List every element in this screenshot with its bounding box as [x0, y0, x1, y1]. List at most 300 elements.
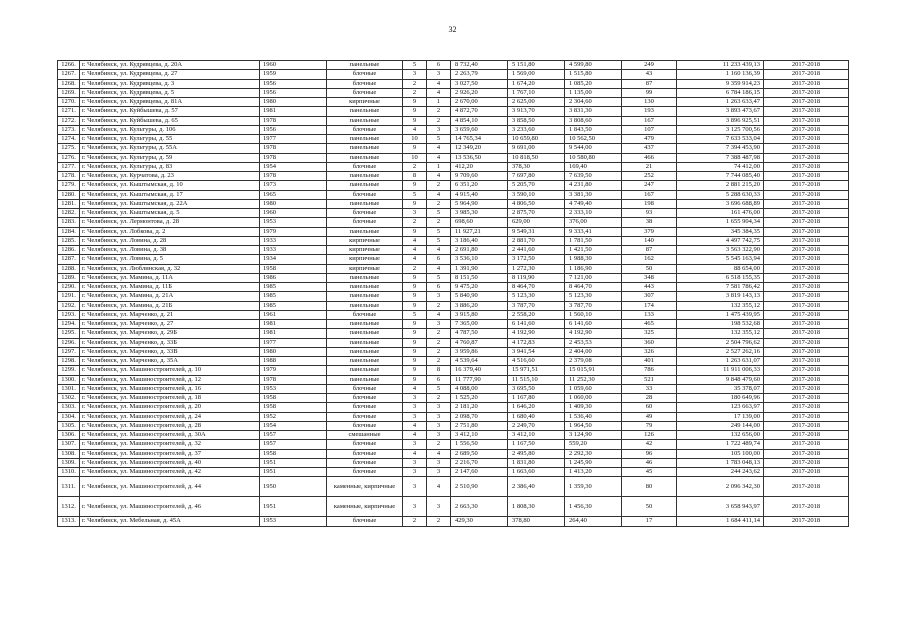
wall-material-cell: блочные [327, 403, 403, 412]
year-cell: 1980 [260, 98, 327, 107]
floors-cell: 9 [403, 273, 427, 282]
address-cell: г. Челябинск, ул. Марченко, д. 33Б [80, 338, 260, 347]
year-cell: 1979 [260, 227, 327, 236]
living-area-cell: 1 680,40 [508, 412, 565, 421]
living-area-cell: 2 558,20 [508, 310, 565, 319]
cost-cell: 2 096 342,30 [677, 477, 764, 497]
wall-material-cell: блочные [327, 440, 403, 449]
cost-cell: 9 359 914,23 [677, 79, 764, 88]
period-cell: 2017-2018 [764, 255, 849, 264]
wall-material-cell: кирпичные [327, 98, 403, 107]
table-row [58, 172, 849, 181]
entrances-cell: 2 [427, 116, 451, 125]
period-cell: 2017-2018 [764, 181, 849, 190]
cost-cell: 244 243,62 [677, 468, 764, 477]
address-cell: г. Челябинск, ул. Машиностроителей, д. 12 [80, 375, 260, 384]
residential-area-cell: 1 515,80 [565, 70, 622, 79]
floors-cell: 10 [403, 135, 427, 144]
row-number: 1299. [58, 366, 80, 375]
row-number: 1298. [58, 357, 80, 366]
floors-cell: 9 [403, 338, 427, 347]
entrances-cell: 4 [427, 172, 451, 181]
period-cell: 2017-2018 [764, 227, 849, 236]
year-cell: 1958 [260, 264, 327, 273]
living-area-cell: 2 495,80 [508, 449, 565, 458]
living-area-cell: 8 464,70 [508, 283, 565, 292]
cost-cell: 7 633 533,04 [677, 135, 764, 144]
residential-area-cell: 1 560,10 [565, 310, 622, 319]
table-row [58, 218, 849, 227]
period-cell: 2017-2018 [764, 338, 849, 347]
cost-cell: 6 784 186,15 [677, 88, 764, 97]
cost-cell: 1 263 631,07 [677, 357, 764, 366]
residents-cell: 193 [622, 107, 677, 116]
residents-cell: 479 [622, 135, 677, 144]
table-row [58, 199, 849, 208]
address-cell: г. Челябинск, ул. Машиностроителей, д. 32 [80, 440, 260, 449]
floors-cell: 9 [403, 320, 427, 329]
floors-cell: 2 [403, 88, 427, 97]
cost-cell: 1 783 048,13 [677, 458, 764, 467]
entrances-cell: 5 [427, 135, 451, 144]
wall-material-cell: блочные [327, 88, 403, 97]
residential-area-cell: 1 456,30 [565, 497, 622, 517]
cost-cell: 9 848 479,60 [677, 375, 764, 384]
floors-cell: 8 [403, 172, 427, 181]
wall-material-cell: панельные [327, 338, 403, 347]
total-area-cell: 1 525,20 [451, 394, 508, 403]
residents-cell: 466 [622, 153, 677, 162]
year-cell: 1950 [260, 477, 327, 497]
wall-material-cell: кирпичные [327, 246, 403, 255]
cost-cell: 7 394 453,90 [677, 144, 764, 153]
residents-cell: 130 [622, 98, 677, 107]
residential-area-cell: 7 639,50 [565, 172, 622, 181]
table-row [58, 98, 849, 107]
address-cell: г. Челябинск, ул. Лобкова, д. 2 [80, 227, 260, 236]
period-cell: 2017-2018 [764, 144, 849, 153]
housing-table [57, 60, 849, 527]
cost-cell: 7 581 786,42 [677, 283, 764, 292]
address-cell: г. Челябинск, ул. Машиностроителей, д. 24 [80, 412, 260, 421]
wall-material-cell: блочные [327, 421, 403, 430]
entrances-cell: 4 [427, 88, 451, 97]
year-cell: 1979 [260, 366, 327, 375]
table-row [58, 236, 849, 245]
entrances-cell: 3 [427, 431, 451, 440]
address-cell: г. Челябинск, ул. Машиностроителей, д. 16 [80, 384, 260, 393]
row-number: 1309. [58, 458, 80, 467]
cost-cell: 1 160 136,39 [677, 70, 764, 79]
period-cell: 2017-2018 [764, 301, 849, 310]
cost-cell: 1 263 633,47 [677, 98, 764, 107]
period-cell: 2017-2018 [764, 440, 849, 449]
address-cell: г. Челябинск, ул. Куйбышева, д. 57 [80, 107, 260, 116]
entrances-cell: 2 [427, 394, 451, 403]
entrances-cell: 4 [427, 153, 451, 162]
residents-cell: 42 [622, 440, 677, 449]
entrances-cell: 2 [427, 347, 451, 356]
cost-cell: 132 355,12 [677, 301, 764, 310]
living-area-cell: 2 441,60 [508, 246, 565, 255]
year-cell: 1956 [260, 125, 327, 134]
table-row [58, 497, 849, 517]
residents-cell: 786 [622, 366, 677, 375]
entrances-cell: 2 [427, 181, 451, 190]
total-area-cell: 13 536,50 [451, 153, 508, 162]
residents-cell: 99 [622, 88, 677, 97]
residents-cell: 46 [622, 458, 677, 467]
cost-cell: 11 233 439,13 [677, 61, 764, 70]
address-cell: г. Челябинск, ул. Кыштымская, д. 22А [80, 199, 260, 208]
cost-cell: 7 744 085,40 [677, 172, 764, 181]
address-cell: г. Челябинск, ул. Машиностроителей, д. 44 [80, 477, 260, 497]
table-row [58, 264, 849, 273]
floors-cell: 5 [403, 190, 427, 199]
period-cell: 2017-2018 [764, 384, 849, 393]
wall-material-cell: панельные [327, 301, 403, 310]
living-area-cell: 1 663,60 [508, 468, 565, 477]
residential-area-cell: 376,00 [565, 218, 622, 227]
living-area-cell: 15 971,51 [508, 366, 565, 375]
year-cell: 1934 [260, 255, 327, 264]
year-cell: 1973 [260, 181, 327, 190]
table-row [58, 246, 849, 255]
row-number: 1301. [58, 384, 80, 393]
total-area-cell: 6 351,20 [451, 181, 508, 190]
entrances-cell: 4 [427, 449, 451, 458]
entrances-cell: 3 [427, 412, 451, 421]
wall-material-cell: каменные, кирпичные [327, 477, 403, 497]
row-number: 1275. [58, 144, 80, 153]
row-number: 1307. [58, 440, 80, 449]
period-cell: 2017-2018 [764, 172, 849, 181]
floors-cell: 9 [403, 347, 427, 356]
table-row [58, 190, 849, 199]
entrances-cell: 3 [427, 403, 451, 412]
residents-cell: 521 [622, 375, 677, 384]
residential-area-cell: 2 333,10 [565, 209, 622, 218]
wall-material-cell: смешанные [327, 431, 403, 440]
floors-cell: 2 [403, 517, 427, 526]
row-number: 1305. [58, 421, 80, 430]
row-number: 1270. [58, 98, 80, 107]
address-cell: г. Челябинск, ул. Лермонтова, д. 28 [80, 218, 260, 227]
table-row [58, 458, 849, 467]
entrances-cell: 5 [427, 384, 451, 393]
residential-area-cell: 3 124,90 [565, 431, 622, 440]
wall-material-cell: панельные [327, 366, 403, 375]
year-cell: 1951 [260, 497, 327, 517]
address-cell: г. Челябинск, ул. Машиностроителей, д. 28 [80, 421, 260, 430]
wall-material-cell: кирпичные [327, 255, 403, 264]
living-area-cell: 2 249,70 [508, 421, 565, 430]
residential-area-cell: 2 292,30 [565, 449, 622, 458]
period-cell: 2017-2018 [764, 310, 849, 319]
residential-area-cell: 1 085,20 [565, 79, 622, 88]
floors-cell: 4 [403, 255, 427, 264]
year-cell: 1956 [260, 79, 327, 88]
floors-cell: 9 [403, 107, 427, 116]
floors-cell: 9 [403, 292, 427, 301]
wall-material-cell: панельные [327, 292, 403, 301]
floors-cell: 3 [403, 412, 427, 421]
floors-cell: 9 [403, 329, 427, 338]
wall-material-cell: блочные [327, 190, 403, 199]
year-cell: 1958 [260, 403, 327, 412]
row-number: 1294. [58, 320, 80, 329]
residential-area-cell: 7 121,00 [565, 273, 622, 282]
row-number: 1279. [58, 181, 80, 190]
living-area-cell: 2 625,00 [508, 98, 565, 107]
row-number: 1296. [58, 338, 80, 347]
residents-cell: 252 [622, 172, 677, 181]
residents-cell: 174 [622, 301, 677, 310]
cost-cell: 3 893 473,67 [677, 107, 764, 116]
cost-cell: 11 911 006,33 [677, 366, 764, 375]
residents-cell: 443 [622, 283, 677, 292]
cost-cell: 3 658 943,97 [677, 497, 764, 517]
table-row [58, 338, 849, 347]
floors-cell: 3 [403, 394, 427, 403]
row-number: 1276. [58, 153, 80, 162]
total-area-cell: 3 985,30 [451, 209, 508, 218]
cost-cell: 17 139,00 [677, 412, 764, 421]
table-row [58, 273, 849, 282]
cost-cell: 161 476,00 [677, 209, 764, 218]
period-cell: 2017-2018 [764, 236, 849, 245]
address-cell: г. Челябинск, ул. Машиностроителей, д. 42 [80, 468, 260, 477]
cost-cell: 345 384,35 [677, 227, 764, 236]
residents-cell: 325 [622, 329, 677, 338]
floors-cell: 4 [403, 431, 427, 440]
total-area-cell: 3 659,60 [451, 125, 508, 134]
address-cell: г. Челябинск, ул. Машиностроителей, д. 40 [80, 458, 260, 467]
wall-material-cell: блочные [327, 517, 403, 526]
floors-cell: 5 [403, 310, 427, 319]
residential-area-cell: 1 781,50 [565, 236, 622, 245]
table-row [58, 431, 849, 440]
year-cell: 1988 [260, 357, 327, 366]
cost-cell: 88 654,00 [677, 264, 764, 273]
living-area-cell: 3 695,50 [508, 384, 565, 393]
table-row [58, 255, 849, 264]
table-row [58, 79, 849, 88]
row-number: 1285. [58, 236, 80, 245]
row-number: 1266. [58, 61, 80, 70]
residential-area-cell: 8 464,70 [565, 283, 622, 292]
residents-cell: 87 [622, 79, 677, 88]
cost-cell: 35 378,07 [677, 384, 764, 393]
residents-cell: 28 [622, 394, 677, 403]
table-row [58, 517, 849, 526]
address-cell: г. Челябинск, ул. Кудрявцева, д. 3 [80, 79, 260, 88]
entrances-cell: 4 [427, 190, 451, 199]
cost-cell: 132 656,00 [677, 431, 764, 440]
living-area-cell: 3 412,10 [508, 431, 565, 440]
floors-cell: 9 [403, 199, 427, 208]
wall-material-cell: панельные [327, 329, 403, 338]
living-area-cell: 1 167,50 [508, 440, 565, 449]
residents-cell: 107 [622, 125, 677, 134]
address-cell: г. Челябинск, ул. Марченко, д. 33В [80, 347, 260, 356]
total-area-cell: 2 510,90 [451, 477, 508, 497]
total-area-cell: 3 959,86 [451, 347, 508, 356]
floors-cell: 9 [403, 375, 427, 384]
table-row [58, 320, 849, 329]
living-area-cell: 8 119,90 [508, 273, 565, 282]
total-area-cell: 14 765,34 [451, 135, 508, 144]
cost-cell: 3 563 322,90 [677, 246, 764, 255]
row-number: 1290. [58, 283, 80, 292]
floors-cell: 10 [403, 153, 427, 162]
row-number: 1268. [58, 79, 80, 88]
period-cell: 2017-2018 [764, 497, 849, 517]
floors-cell: 3 [403, 440, 427, 449]
floors-cell: 9 [403, 181, 427, 190]
wall-material-cell: блочные [327, 310, 403, 319]
row-number: 1295. [58, 329, 80, 338]
table-row [58, 70, 849, 79]
row-number: 1297. [58, 347, 80, 356]
entrances-cell: 6 [427, 255, 451, 264]
entrances-cell: 3 [427, 292, 451, 301]
table-row [58, 153, 849, 162]
year-cell: 1954 [260, 162, 327, 171]
period-cell: 2017-2018 [764, 88, 849, 97]
row-number: 1282. [58, 209, 80, 218]
entrances-cell: 2 [427, 199, 451, 208]
period-cell: 2017-2018 [764, 347, 849, 356]
living-area-cell: 10 659,80 [508, 135, 565, 144]
wall-material-cell: панельные [327, 116, 403, 125]
table-row [58, 329, 849, 338]
floors-cell: 2 [403, 79, 427, 88]
residential-area-cell: 1 060,00 [565, 394, 622, 403]
year-cell: 1957 [260, 440, 327, 449]
residential-area-cell: 10 562,50 [565, 135, 622, 144]
entrances-cell: 2 [427, 517, 451, 526]
period-cell: 2017-2018 [764, 162, 849, 171]
address-cell: г. Челябинск, ул. Марченко, д. 21 [80, 310, 260, 319]
floors-cell: 3 [403, 458, 427, 467]
total-area-cell: 2 098,70 [451, 412, 508, 421]
year-cell: 1958 [260, 394, 327, 403]
row-number: 1280. [58, 190, 80, 199]
residential-area-cell: 4 231,80 [565, 181, 622, 190]
total-area-cell: 4 787,50 [451, 329, 508, 338]
floors-cell: 4 [403, 236, 427, 245]
table-row [58, 301, 849, 310]
table-row [58, 144, 849, 153]
wall-material-cell: панельные [327, 181, 403, 190]
address-cell: г. Челябинск, ул. Марченко, д. 35А [80, 357, 260, 366]
residential-area-cell: 1 059,60 [565, 384, 622, 393]
year-cell: 1978 [260, 144, 327, 153]
cost-cell: 1 684 411,14 [677, 517, 764, 526]
cost-cell: 4 497 742,75 [677, 236, 764, 245]
entrances-cell: 1 [427, 98, 451, 107]
address-cell: г. Челябинск, ул. Культуры, д. 55А [80, 144, 260, 153]
residents-cell: 50 [622, 264, 677, 273]
total-area-cell: 4 915,40 [451, 190, 508, 199]
living-area-cell: 10 818,50 [508, 153, 565, 162]
residents-cell: 33 [622, 384, 677, 393]
address-cell: г. Челябинск, ул. Марченко, д. 27 [80, 320, 260, 329]
residential-area-cell: 4 192,90 [565, 329, 622, 338]
cost-cell: 180 649,96 [677, 394, 764, 403]
residential-area-cell: 2 453,53 [565, 338, 622, 347]
cost-cell: 2 504 796,62 [677, 338, 764, 347]
living-area-cell: 5 205,70 [508, 181, 565, 190]
floors-cell: 9 [403, 98, 427, 107]
entrances-cell: 6 [427, 375, 451, 384]
cost-cell: 7 388 487,98 [677, 153, 764, 162]
residential-area-cell: 4 599,80 [565, 61, 622, 70]
total-area-cell: 412,20 [451, 162, 508, 171]
total-area-cell: 3 186,40 [451, 236, 508, 245]
residents-cell: 307 [622, 292, 677, 301]
year-cell: 1959 [260, 70, 327, 79]
entrances-cell: 2 [427, 301, 451, 310]
table-row [58, 412, 849, 421]
wall-material-cell: блочные [327, 125, 403, 134]
total-area-cell: 4 539,64 [451, 357, 508, 366]
address-cell: г. Челябинск, ул. Люблинская, д. 32 [80, 264, 260, 273]
total-area-cell: 2 663,30 [451, 497, 508, 517]
living-area-cell: 7 697,80 [508, 172, 565, 181]
entrances-cell: 4 [427, 144, 451, 153]
address-cell: г. Челябинск, ул. Машиностроителей, д. 20 [80, 403, 260, 412]
living-area-cell: 1 767,10 [508, 88, 565, 97]
cost-cell: 1 655 904,34 [677, 218, 764, 227]
row-number: 1286. [58, 246, 80, 255]
address-cell: г. Челябинск, ул. Ловина, д. 38 [80, 246, 260, 255]
year-cell: 1956 [260, 88, 327, 97]
entrances-cell: 2 [427, 440, 451, 449]
wall-material-cell: кирпичные [327, 236, 403, 245]
year-cell: 1958 [260, 449, 327, 458]
table-row [58, 403, 849, 412]
entrances-cell: 3 [427, 458, 451, 467]
wall-material-cell: панельные [327, 273, 403, 282]
address-cell: г. Челябинск, ул. Ловина, д. 5 [80, 255, 260, 264]
residents-cell: 167 [622, 116, 677, 125]
floors-cell: 4 [403, 421, 427, 430]
floors-cell: 3 [403, 477, 427, 497]
row-number: 1277. [58, 162, 80, 171]
residential-area-cell: 3 381,30 [565, 190, 622, 199]
period-cell: 2017-2018 [764, 61, 849, 70]
year-cell: 1978 [260, 153, 327, 162]
floors-cell: 9 [403, 301, 427, 310]
living-area-cell: 378,30 [508, 162, 565, 171]
table-row [58, 310, 849, 319]
wall-material-cell: панельные [327, 199, 403, 208]
residents-cell: 247 [622, 181, 677, 190]
living-area-cell: 1 808,30 [508, 497, 565, 517]
wall-material-cell: панельные [327, 375, 403, 384]
period-cell: 2017-2018 [764, 403, 849, 412]
living-area-cell: 3 941,54 [508, 347, 565, 356]
address-cell: г. Челябинск, ул. Машиностроителей, д. 10 [80, 366, 260, 375]
address-cell: г. Челябинск, ул. Мамина, д. 11Б [80, 283, 260, 292]
total-area-cell: 1 391,90 [451, 264, 508, 273]
residents-cell: 133 [622, 310, 677, 319]
year-cell: 1951 [260, 468, 327, 477]
floors-cell: 2 [403, 162, 427, 171]
table-row [58, 125, 849, 134]
